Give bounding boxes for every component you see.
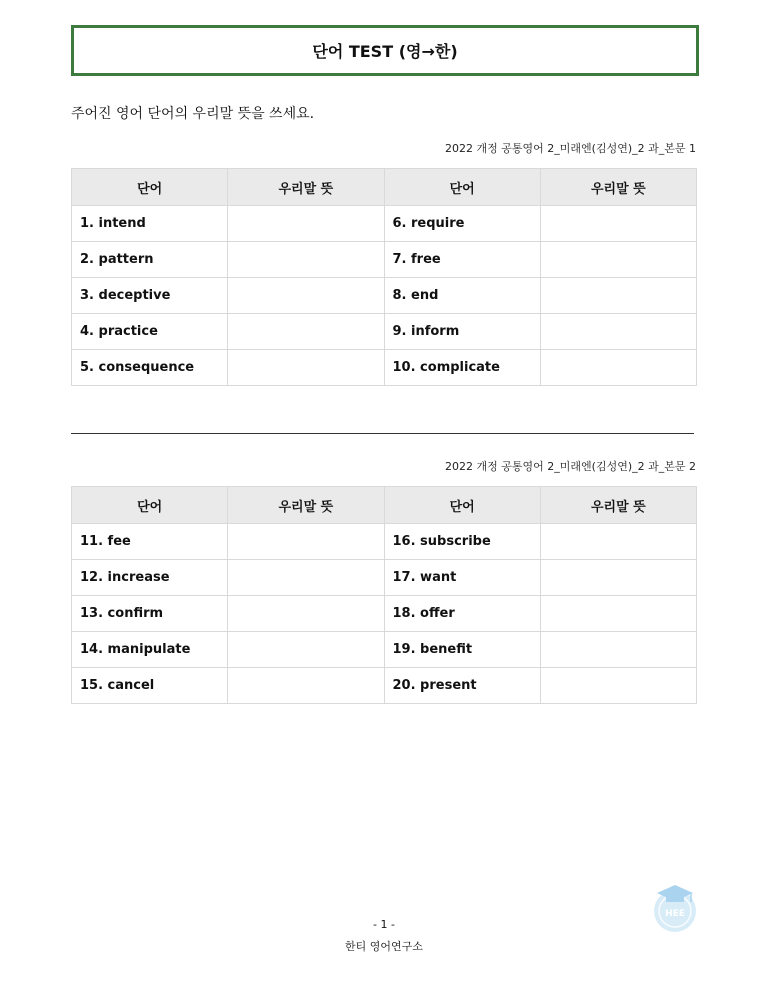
- instruction-text: 주어진 영어 단어의 우리말 뜻을 쓰세요.: [71, 106, 315, 122]
- table-header-row: [72, 487, 697, 524]
- answer-cell[interactable]: [228, 314, 384, 350]
- section-2-source: 2022 개정 공통영어 2_미래엔(김성연)_2 과_본문 2: [445, 460, 696, 473]
- word-cell: 2. pattern: [72, 242, 228, 278]
- answer-cell[interactable]: [228, 242, 384, 278]
- answer-cell[interactable]: [228, 560, 384, 596]
- section-divider: [71, 433, 694, 434]
- table-row: [72, 596, 697, 632]
- table-row: [72, 668, 697, 704]
- word-cell: 1. intend: [72, 206, 228, 242]
- table-row: [72, 242, 697, 278]
- header-word: 단어: [72, 169, 228, 206]
- answer-cell[interactable]: [540, 314, 696, 350]
- table-row: [72, 314, 697, 350]
- footer-organization: 한티 영어연구소: [345, 940, 423, 953]
- answer-cell[interactable]: [540, 524, 696, 560]
- word-cell: 7. free: [384, 242, 540, 278]
- table-header-row: [72, 169, 697, 206]
- answer-cell[interactable]: [540, 596, 696, 632]
- word-cell: 6. require: [384, 206, 540, 242]
- word-cell: 8. end: [384, 278, 540, 314]
- word-cell: 17. want: [384, 560, 540, 596]
- table-row: [72, 350, 697, 386]
- word-cell: 10. complicate: [384, 350, 540, 386]
- answer-cell[interactable]: [228, 596, 384, 632]
- answer-cell[interactable]: [228, 206, 384, 242]
- answer-cell[interactable]: [540, 668, 696, 704]
- answer-cell[interactable]: [540, 242, 696, 278]
- answer-cell[interactable]: [540, 632, 696, 668]
- header-meaning: 우리말 뜻: [540, 487, 696, 524]
- table-row: [72, 524, 697, 560]
- test-title: 단어 TEST (영→한): [71, 25, 699, 76]
- answer-cell[interactable]: [540, 560, 696, 596]
- header-word: 단어: [384, 487, 540, 524]
- header-meaning: 우리말 뜻: [228, 169, 384, 206]
- answer-cell[interactable]: [228, 524, 384, 560]
- answer-cell[interactable]: [540, 206, 696, 242]
- vocab-table-2: [71, 486, 697, 704]
- answer-cell[interactable]: [228, 668, 384, 704]
- header-meaning: 우리말 뜻: [540, 169, 696, 206]
- word-cell: 20. present: [384, 668, 540, 704]
- header-word: 단어: [72, 487, 228, 524]
- answer-cell[interactable]: [228, 632, 384, 668]
- header-meaning: 우리말 뜻: [228, 487, 384, 524]
- word-cell: 13. confirm: [72, 596, 228, 632]
- answer-cell[interactable]: [540, 278, 696, 314]
- header-word: 단어: [384, 169, 540, 206]
- word-cell: 19. benefit: [384, 632, 540, 668]
- word-cell: 16. subscribe: [384, 524, 540, 560]
- vocab-table-1: [71, 168, 697, 386]
- answer-cell[interactable]: [540, 350, 696, 386]
- table-row: [72, 206, 697, 242]
- section-1-source: 2022 개정 공통영어 2_미래엔(김성연)_2 과_본문 1: [445, 142, 696, 155]
- logo-text: HEE: [665, 909, 685, 919]
- answer-cell[interactable]: [228, 278, 384, 314]
- word-cell: 14. manipulate: [72, 632, 228, 668]
- word-cell: 15. cancel: [72, 668, 228, 704]
- word-cell: 4. practice: [72, 314, 228, 350]
- table-row: [72, 632, 697, 668]
- word-cell: 11. fee: [72, 524, 228, 560]
- word-cell: 12. increase: [72, 560, 228, 596]
- word-cell: 18. offer: [384, 596, 540, 632]
- page-number: - 1 -: [373, 918, 395, 931]
- word-cell: 3. deceptive: [72, 278, 228, 314]
- word-cell: 5. consequence: [72, 350, 228, 386]
- table-row: [72, 560, 697, 596]
- word-cell: 9. inform: [384, 314, 540, 350]
- answer-cell[interactable]: [228, 350, 384, 386]
- table-row: [72, 278, 697, 314]
